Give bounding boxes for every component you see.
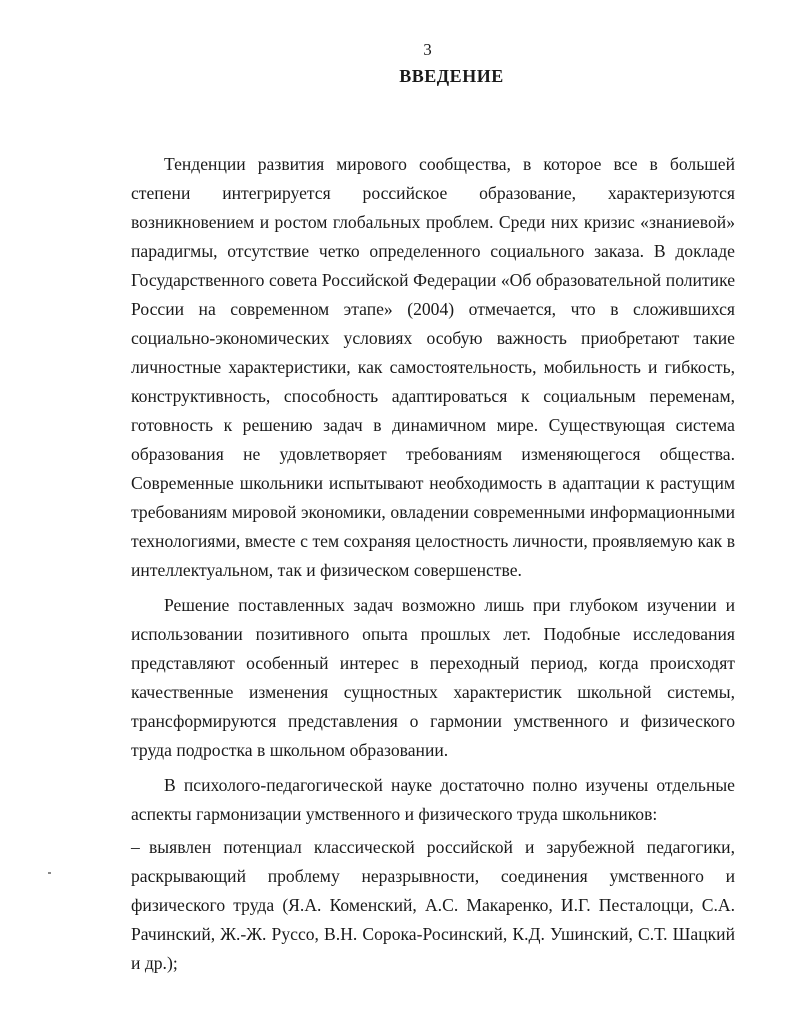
paragraph-3: В психолого-педагогической науке достаточно полно изучены отдельные аспекты гармонизации умственного и физического труда школьников: (131, 775, 735, 824)
paragraph-1: Тенденции развития мирового сообщества, в которое все в большей степени интегрируется российское образование, характеризуются возникновением и ростом глобальных проблем. Среди них кризис «знаниевой» парадигмы, отсутствие четко определенного социального заказа. В докладе Государственного совета Российской Федерации «Об образовательной политике России на современном этапе» (2004) отмечается, что в сложившихся социально-экономических условиях особую важность приобретают такие личностные характеристики, как самостоятельность, мобильность и гибкость, конструктивность, способность адаптироваться к социальным переменам, готовность к решению задач в динамичном мире. Существующая система образования не удовлетворяет требованиям изменяющегося общества. Современные школьники испытывают необходимость в адаптации к растущим требованиям мировой экономики, овладении современными информационными технологиями, вместе с тем сохраняя целостность личности, проявляемую как в интеллектуальном, так и физическом совершенстве. (131, 154, 735, 580)
list-item-text: выявлен потенциал классической российской и зарубежной педагогики, раскрывающий проблему неразрывности, соединения умственного и физического труда (Я.А. Коменский, А.С. Макаренко, И.Г. Песталоцци, С.А. Рачинский, Ж.-Ж. Руссо, В.Н. Сорока-Росинский, К.Д. Ушинский, С.Т. Шацкий и др.); (131, 837, 735, 973)
list-item (131, 833, 735, 978)
section-heading: ВВЕДЕНИЕ (399, 66, 504, 86)
page-number: 3 (423, 40, 432, 59)
list-dash-marker: – (131, 837, 140, 857)
paragraph-2: Решение поставленных задач возможно лишь при глубоком изучении и использовании позитивного опыта прошлых лет. Подобные исследования представляют особенный интерес в переходный период, когда происходят качественные изменения сущностных характеристик школьной системы, трансформируются представления о гармонии умственного и физического труда подростка в школьном образовании. (131, 595, 735, 760)
scan-mark (48, 872, 51, 874)
body-text (131, 150, 735, 978)
